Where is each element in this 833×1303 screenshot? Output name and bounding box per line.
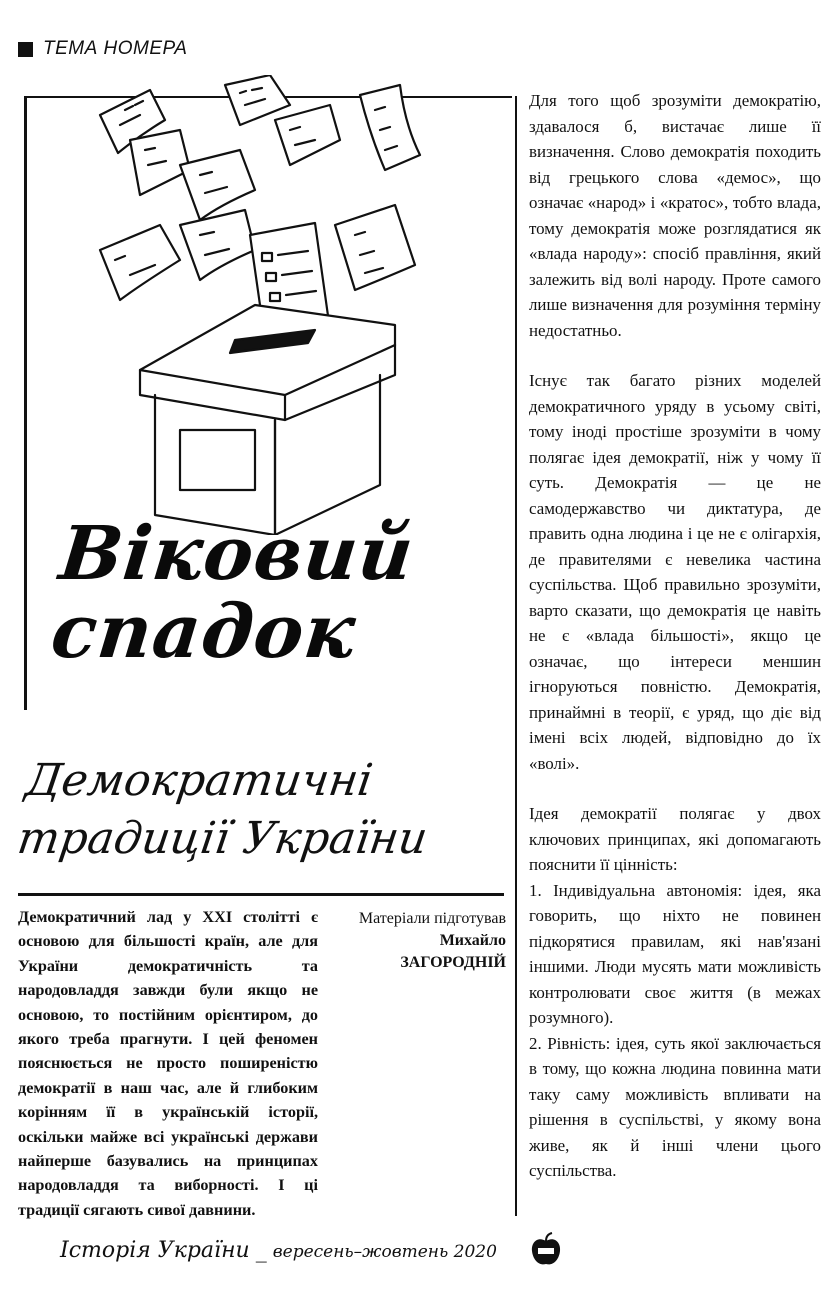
body-list-item-1: 1. Індивідуальна автономія: ідея, яка говорить, що ніхто не повинен підкорятися правилам, які нав'язані іншими. Люди мусять мати можливість контролювати своє життя (в межах розумного).: [529, 880, 821, 1027]
lead-paragraph: Демократичний лад у ХХІ столітті є основою для більшості країн, але для України демократичність та народовладдя завжди були якщо не основою, то постійним орієнтиром, до якого треба прагнути. І цей феномен пояснюється не просто поширеністю демократії в наш час, але й глибоким корінням її в українській історії, оскільки майже всі українські держави найперше базувались на принципах народовладдя та виборності. І ці традиції сягають сивої давнини.: [18, 908, 318, 1219]
flying-ballot-4: [275, 105, 340, 165]
article-subtitle: [14, 752, 520, 868]
article-title: [47, 511, 524, 675]
article-title-line-2: спадок: [47, 589, 361, 675]
author-last-name: ЗАГОРОДНІЙ: [400, 954, 506, 971]
flying-ballot-5: [360, 85, 420, 170]
title-divider: [18, 893, 504, 896]
article-title-line-1: Віковий: [55, 511, 418, 597]
column-divider: [515, 96, 517, 1216]
flying-ballot-3: [130, 130, 190, 195]
section-tag: [18, 38, 187, 60]
article-subtitle-line-1: Демократичні: [22, 755, 376, 806]
body-column: [529, 88, 821, 1184]
flying-ballot-9: [335, 205, 415, 290]
article-subtitle-line-2: традиції України: [14, 813, 431, 864]
section-label: ТЕМА НОМЕРА: [43, 38, 188, 59]
credit-label: Матеріали підготував: [358, 910, 506, 927]
magazine-name: Історія України: [60, 1238, 250, 1263]
issue-date: вересень–жовтень 2020: [272, 1242, 497, 1262]
apple-logo-icon: [528, 1232, 564, 1268]
flying-ballot-8: [180, 210, 255, 280]
ballot-box-illustration: [40, 75, 460, 535]
body-list-item-2: 2. Рівність: ідея, суть якої заключається в тому, що кожна людина повинна мати таку саму можливість впливати на рішення в суспільстві, у якому вона живе, як й інші члени цього суспільства.: [529, 1033, 821, 1180]
ballot-box-window: [180, 430, 255, 490]
author-credit: [328, 908, 506, 974]
page-footer: [60, 1238, 580, 1263]
body-paragraph-2: Існує так багато різних моделей демократичного уряду в усьому світі, тому іноді простіше зрозуміти в чому полягає ідея демократії, ніж у чому її суть. Демократія — це не самодержавство чи диктатура, де править одна людина і це не є олігархія, де правителями є невелика частина суспільства. Щоб правильно зрозуміти, варто сказати, що демократія це навіть не є «влада більшості», якщо це означає, що інтереси меншин ігноруються повністю. Демократія, принаймні в теорії, є уряд, що діє від імені всіх людей, відповідно до їх «волі».: [529, 371, 821, 773]
section-square-icon: [18, 42, 33, 57]
body-paragraph-1: Для того щоб зрозуміти демократію, здавалося б, вистачає лише її визначення. Слово демократія походить від грецького слова «демос», що означає «народ» і «кратос», тобто влада, тому демократія може розглядатися як «влада народу»: спосіб правління, який залежить від волі народу. Проте самого лише визначення для розуміння терміну недостатньо.: [529, 91, 821, 340]
author-first-name: Михайло: [439, 932, 506, 949]
footer-separator: _: [255, 1238, 267, 1263]
flying-ballot-7: [100, 225, 180, 300]
body-paragraph-3: Ідея демократії полягає у двох ключових принципах, які допомагають пояснити її цінність:: [529, 804, 821, 874]
